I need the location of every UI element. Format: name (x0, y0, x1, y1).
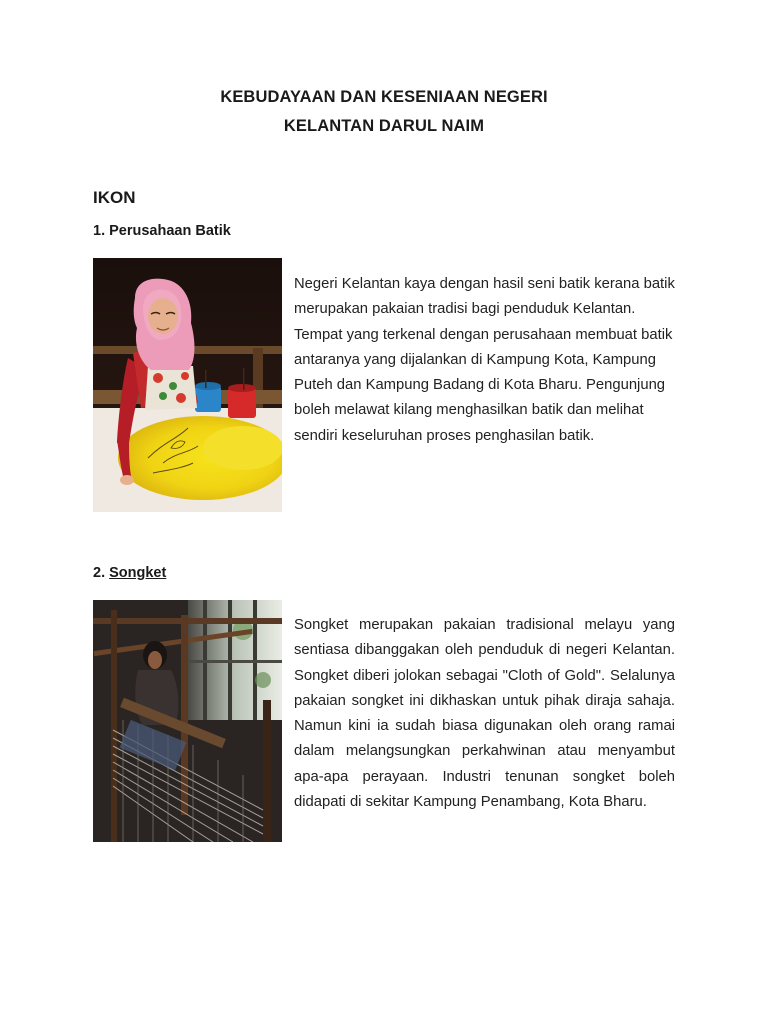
batik-description: Negeri Kelantan kaya dengan hasil seni batik kerana batik merupakan pakaian tradisi bagi penduduk Kelantan. Tempat yang terkenal dengan perusahaan membuat batik antaranya yang dijalankan di Kampung Kota, Kampung Puteh dan Kampung Badang di Kota Bharu. Pengunjung boleh melawat kilang menghasilkan batik dan melihat sendiri keseluruhan proses penghasilan batik. (294, 276, 675, 444)
item-heading-songket (93, 565, 166, 581)
songket-loom-photo (93, 600, 282, 842)
document-title-line-2: KELANTAN DARUL NAIM (283, 117, 485, 135)
item-title-link[interactable]: Songket (109, 565, 167, 581)
section-heading: IKON (93, 188, 136, 207)
item-heading-batik (93, 223, 231, 239)
batik-artisan-photo (93, 258, 282, 512)
document-title-line-1: KEBUDAYAAN DAN KESENIAAN NEGERI (220, 88, 548, 106)
item-number: 2. (93, 565, 106, 581)
songket-description: Songket merupakan pakaian tradisional melayu yang sentiasa dibanggakan oleh penduduk di negeri Kelantan. Songket diberi jolokan sebagai "Cloth of Gold". Selalunya pakaian songket ini dikhaskan untuk pihak diraja sahaja. Namun kini ia sudah biasa digunakan oleh orang ramai dalam melangsungkan perkahwinan atau menyambut apa-apa perayaan. Industri tenunan songket boleh didapati di sekitar Kampung Penambang, Kota Bharu. (294, 617, 675, 811)
item-title: Perusahaan Batik (109, 223, 231, 239)
item-number: 1. (93, 223, 106, 239)
